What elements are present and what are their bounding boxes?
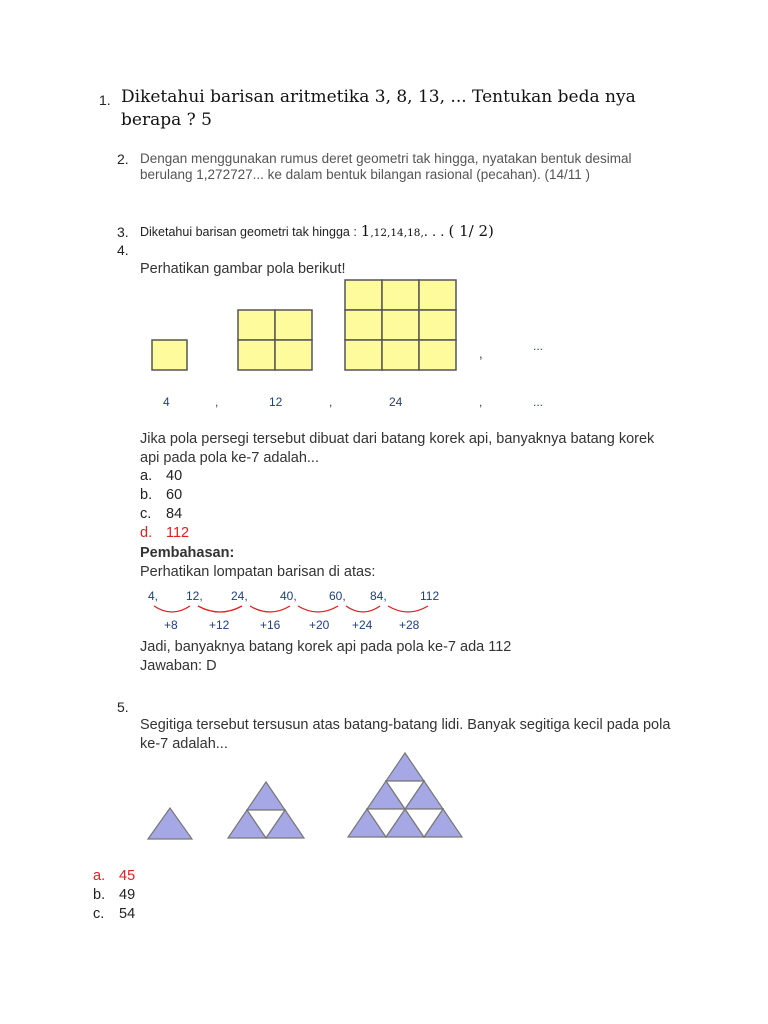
sequence-term-4: 40, bbox=[280, 589, 297, 603]
pattern-label-2: 12 bbox=[269, 395, 283, 409]
triangle-pattern-figure bbox=[140, 750, 480, 845]
option-letter: a. bbox=[140, 468, 153, 484]
option-letter: c. bbox=[140, 506, 152, 522]
option-value: 54 bbox=[119, 906, 136, 922]
sequence-term-5: 60, bbox=[329, 589, 346, 603]
option-value: 45 bbox=[119, 868, 136, 884]
q3-sequence-lead: 1 bbox=[360, 222, 371, 240]
difference-3: +16 bbox=[260, 618, 281, 632]
q5-option-c bbox=[93, 905, 135, 924]
q3-sequence-rest: ,12,14,18, bbox=[370, 227, 424, 239]
difference-4: +20 bbox=[309, 618, 330, 632]
jump-arc-4 bbox=[298, 606, 338, 612]
option-value: 49 bbox=[119, 887, 136, 903]
q2-text: Dengan menggunakan rumus deret geometri tak hingga, nyatakan bentuk desimal berulang 1,272727... ke dalam bentuk bilangan rasional (pecahan). (14/11 ) bbox=[140, 151, 632, 182]
pattern-label-1: 4 bbox=[163, 395, 170, 409]
sequence-term-2: 12, bbox=[186, 589, 203, 603]
pattern-label-3: 24 bbox=[389, 395, 403, 409]
q5-question: Segitiga tersebut tersusun atas batang-batang lidi. Banyak segitiga kecil pada pola ke-7 adalah... bbox=[140, 717, 671, 752]
jump-arc-1 bbox=[154, 606, 190, 612]
pattern-label-ellipsis: ... bbox=[533, 395, 544, 409]
discussion-intro: Perhatikan lompatan barisan di atas: bbox=[140, 564, 376, 580]
pattern-label-comma-1: , bbox=[215, 395, 219, 409]
q3-number: 3. bbox=[117, 224, 129, 240]
q5-number: 5. bbox=[117, 699, 129, 715]
option-value: 84 bbox=[166, 506, 183, 522]
option-letter: b. bbox=[93, 887, 106, 903]
pattern-comma: , bbox=[479, 346, 483, 361]
pattern-ellipsis: ... bbox=[533, 339, 544, 353]
square-pattern-3 bbox=[345, 280, 456, 370]
q4-answer: Jawaban: D bbox=[140, 658, 217, 674]
sequence-term-6: 84, bbox=[370, 589, 387, 603]
jump-arc-6 bbox=[388, 606, 428, 612]
option-letter: b. bbox=[140, 487, 153, 503]
q1-number: 1. bbox=[99, 92, 111, 108]
q4-option-a bbox=[140, 467, 182, 486]
option-value: 60 bbox=[166, 487, 183, 503]
square-pattern-1 bbox=[152, 340, 187, 370]
q5-option-a bbox=[93, 867, 135, 886]
option-letter: d. bbox=[140, 525, 153, 541]
difference-1: +8 bbox=[164, 618, 178, 632]
jump-arc-5 bbox=[346, 606, 380, 612]
q4-option-b bbox=[140, 486, 182, 505]
option-value: 112 bbox=[166, 525, 190, 541]
q4-intro: Perhatikan gambar pola berikut! bbox=[140, 261, 346, 277]
q3-line bbox=[140, 222, 494, 241]
square-pattern-figure bbox=[140, 276, 560, 416]
q4-question: Jika pola persegi tersebut dibuat dari batang korek api, banyaknya batang korek api pada pola ke-7 adalah... bbox=[140, 431, 655, 466]
triangle-pattern-1 bbox=[148, 808, 192, 839]
q2-number: 2. bbox=[117, 151, 129, 167]
jump-arc-2 bbox=[198, 606, 242, 612]
difference-5: +24 bbox=[352, 618, 373, 632]
jump-arc-3 bbox=[250, 606, 290, 612]
difference-2: +12 bbox=[209, 618, 230, 632]
sequence-term-1: 4, bbox=[148, 589, 159, 603]
q4-number: 4. bbox=[117, 242, 129, 258]
q5-option-b bbox=[93, 886, 135, 905]
sequence-term-7: 112 bbox=[420, 589, 440, 603]
option-letter: c. bbox=[93, 906, 105, 922]
pattern-label-comma-3: , bbox=[479, 395, 483, 409]
option-value: 40 bbox=[166, 468, 183, 484]
q3-answer: ( 1/ 2) bbox=[448, 222, 494, 240]
difference-6: +28 bbox=[399, 618, 420, 632]
discussion-title: Pembahasan: bbox=[140, 545, 235, 561]
q4-option-c bbox=[140, 505, 182, 524]
q3-dots: . . . bbox=[423, 225, 445, 240]
sequence-term-3: 24, bbox=[231, 589, 248, 603]
q3-prefix: Diketahui barisan geometri tak hingga : bbox=[140, 225, 357, 239]
sequence-jumps-figure bbox=[140, 584, 460, 634]
q4-conclusion: Jadi, banyaknya batang korek api pada pola ke-7 ada 112 bbox=[140, 639, 512, 655]
q4-option-d bbox=[140, 524, 189, 543]
q1-text: Diketahui barisan aritmetika 3, 8, 13, ... Tentukan beda nya berapa ? 5 bbox=[121, 87, 636, 130]
option-letter: a. bbox=[93, 868, 106, 884]
pattern-label-comma-2: , bbox=[329, 395, 333, 409]
square-pattern-2 bbox=[238, 310, 312, 370]
